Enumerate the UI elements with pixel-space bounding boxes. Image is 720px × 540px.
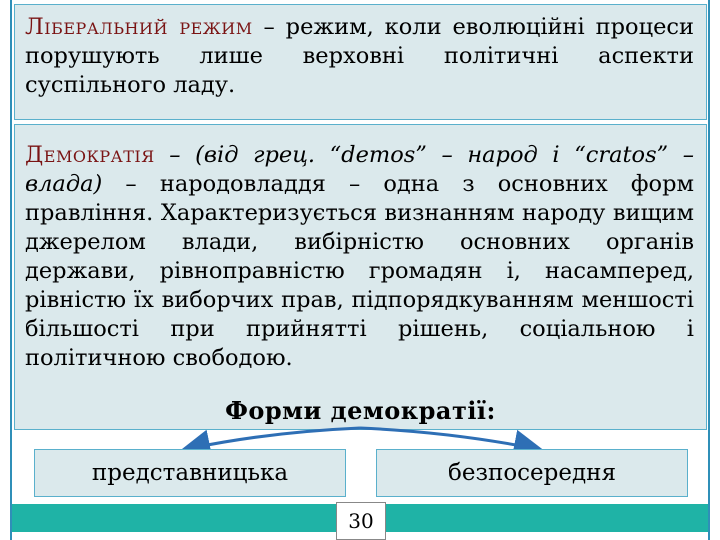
- democracy-term: Демократія: [25, 142, 155, 168]
- democracy-etymology: – (від грец. “demos” – народ і “cratos” – влада): [25, 142, 694, 197]
- form-representative: [34, 449, 346, 497]
- form-direct: [376, 449, 688, 497]
- liberal-regime-paragraph: [25, 13, 694, 100]
- forms-of-democracy-title: Форми демократії:: [225, 396, 496, 425]
- form-direct-label: безпосередня: [447, 460, 616, 486]
- liberal-regime-term: Ліберальний режим: [25, 14, 253, 40]
- form-representative-label: представницька: [91, 460, 289, 486]
- definition-democracy: [14, 124, 707, 430]
- democracy-text: – народовладдя – одна з основних форм правління. Характеризується визнанням народу вищим джерелом влади, вибірністю основних органів держави, рівноправністю громадян і, насамперед, рівністю їх виборчих прав, підпорядкуванням меншості більшості при прийнятті рішень, соціальною і політичною свободою.: [25, 171, 694, 371]
- page-number: 30: [336, 502, 386, 540]
- definition-liberal-regime: [14, 4, 707, 120]
- liberal-regime-text: – режим, коли еволюційні процеси порушують лише верховні політичні аспекти суспільного ладу.: [25, 14, 694, 98]
- democracy-paragraph: [25, 141, 694, 373]
